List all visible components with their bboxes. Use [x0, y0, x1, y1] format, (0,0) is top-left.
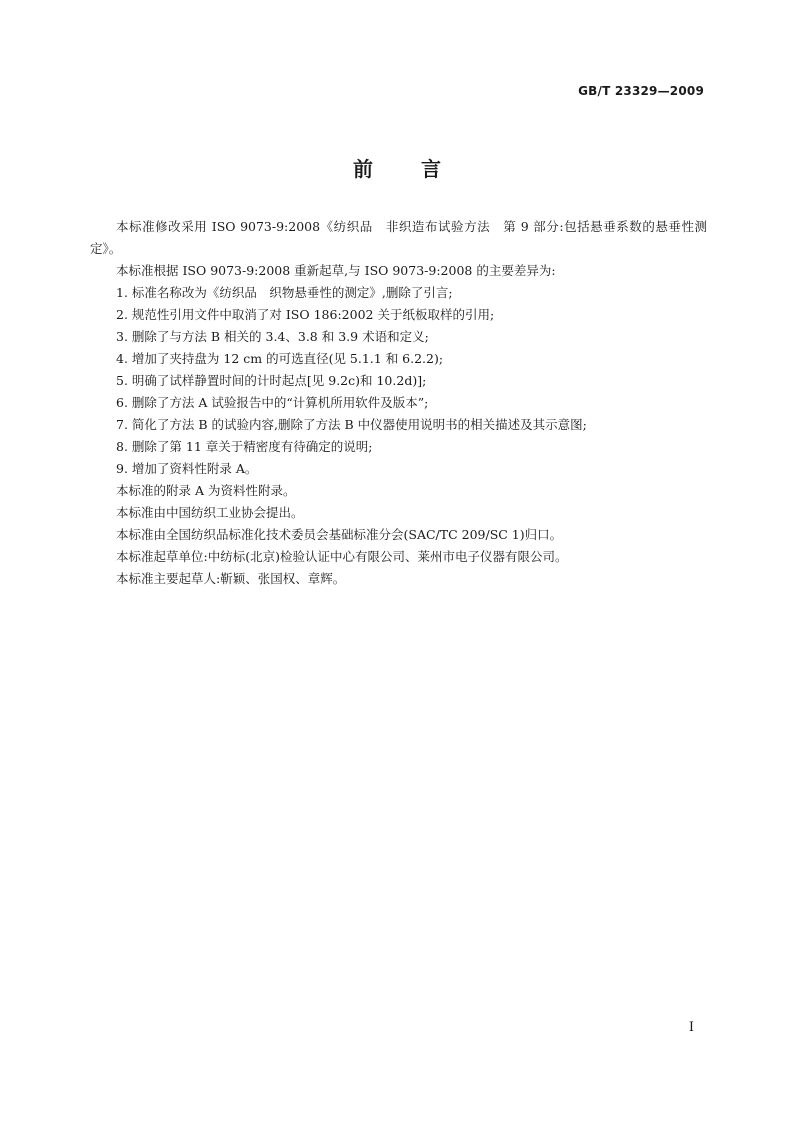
list-item-3: 3. 删除了与方法 B 相关的 3.4、3.8 和 3.9 术语和定义;: [116, 329, 429, 344]
paragraph-committee: 本标准由全国纺织品标准化技术委员会基础标准分会(SAC/TC 209/SC 1)归口。: [116, 527, 563, 542]
title-char-1: 前: [353, 157, 373, 181]
paragraph-drafters: 本标准主要起草人:靳颖、张国权、章辉。: [116, 571, 346, 586]
list-item-4: 4. 增加了夹持盘为 12 cm 的可选直径(见 5.1.1 和 6.2.2);: [116, 351, 444, 366]
title-char-2: 言: [421, 157, 441, 181]
standard-code: GB/T 23329—2009: [578, 84, 704, 98]
page-title: [0, 153, 794, 182]
list-item-9: 9. 增加了资料性附录 A。: [116, 461, 258, 476]
list-item-2: 2. 规范性引用文件中取消了对 ISO 186:2002 关于纸板取样的引用;: [116, 307, 495, 322]
list-item-1: 1. 标准名称改为《纺织品 织物悬垂性的测定》,删除了引言;: [116, 285, 453, 300]
list-item-8: 8. 删除了第 11 章关于精密度有待确定的说明;: [116, 439, 373, 454]
list-item-7: 7. 简化了方法 B 的试验内容,删除了方法 B 中仪器使用说明书的相关描述及其示意图;: [116, 417, 587, 432]
foreword-body: [90, 216, 707, 590]
paragraph-drafting-units: 本标准起草单位:中纺标(北京)检验认证中心有限公司、莱州市电子仪器有限公司。: [116, 549, 568, 564]
list-item-5: 5. 明确了试样静置时间的计时起点[见 9.2c)和 10.2d)];: [116, 373, 427, 388]
paragraph-proposer: 本标准由中国纺织工业协会提出。: [116, 505, 304, 520]
paragraph-annex: 本标准的附录 A 为资料性附录。: [116, 483, 296, 498]
paragraph-differences-intro: 本标准根据 ISO 9073-9:2008 重新起草,与 ISO 9073-9:2008 的主要差异为:: [116, 263, 556, 278]
page-number: I: [688, 1020, 694, 1035]
paragraph-adoption: 本标准修改采用 ISO 9073-9:2008《纺织品 非织造布试验方法 第 9 部分:包括悬垂系数的悬垂性测定》。: [90, 219, 707, 256]
list-item-6: 6. 删除了方法 A 试验报告中的“计算机所用软件及版本”;: [116, 395, 429, 410]
